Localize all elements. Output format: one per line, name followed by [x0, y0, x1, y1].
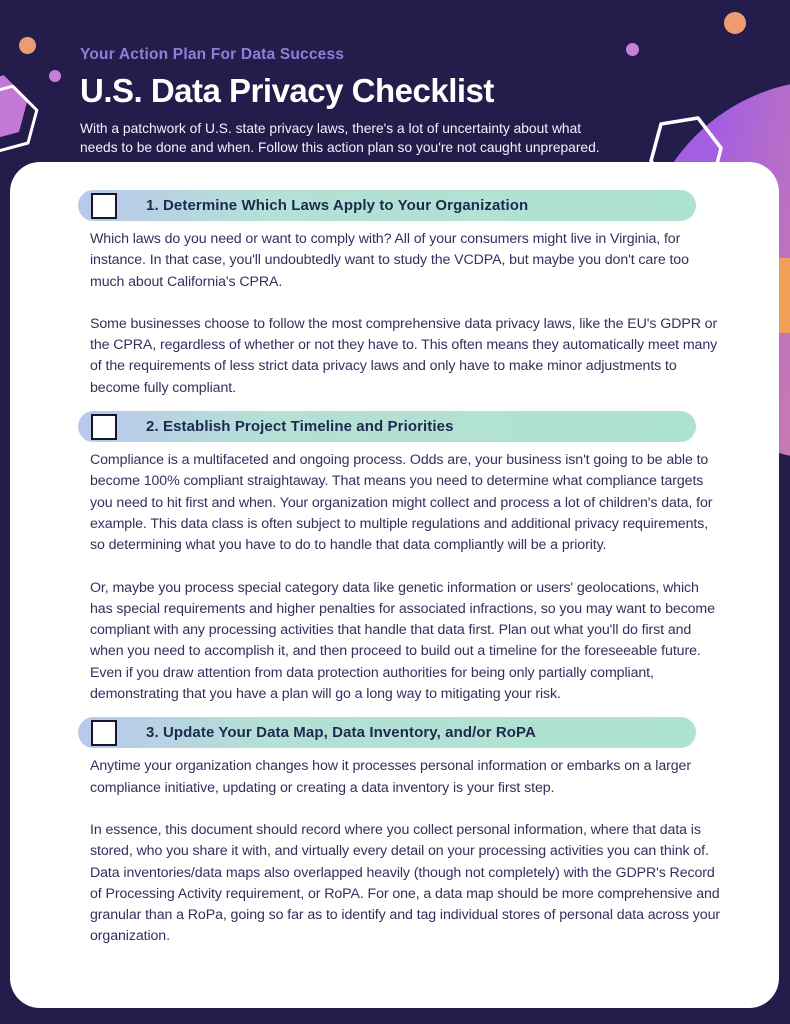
section-paragraph: Anytime your organization changes how it processes personal information or embarks on a larger compliance initiative, updating or creating a data inventory is your first step. — [90, 758, 691, 796]
subtitle-line: needs to be done and when. Follow this action plan so you're not caught unprepared. — [80, 140, 600, 155]
purple-hexagon-icon — [0, 68, 42, 160]
checklist-section-2 — [78, 411, 713, 705]
section-paragraph: Compliance is a multifaceted and ongoing process. Odds are, your business isn't going to be able to become 100% compliant straightaway. That means you need to determine what compliance targets you need to hit first and when. Your organization might collect and process a lot of children's data, for example. This data class is often subject to multiple regulations and additional privacy requirements, so determining what you have to do to handle that data compliantly will be a priority. — [90, 452, 713, 554]
section-header-pill — [78, 717, 696, 748]
section-title: 3. Update Your Data Map, Data Inventory, and/or RoPA — [146, 724, 536, 742]
section-paragraph: Or, maybe you process special category data like genetic information or users' geolocations, which has special requirements and higher penalties for associated infractions, so you may want to become compliant with any processing activities that handle that data first. Plan out what you'll do first and when you need to accomplish it, and then proceed to build out a timeline for the foreseeable future. Even if you draw attention from data protection authorities for being only partially compliant, demonstrating that you have a plan will go a long way to mitigating your risk. — [90, 579, 715, 703]
section-title: 2. Establish Project Timeline and Priorities — [146, 418, 454, 436]
checkbox[interactable] — [91, 193, 117, 219]
section-paragraph: Some businesses choose to follow the most comprehensive data privacy laws, like the EU's GDPR or the CPRA, regardless of whether or not they have to. This often means they automatically meet many of the requirements of less strict data privacy laws and only have to make minor adjustments to become fully compliant. — [90, 315, 718, 396]
page-header — [80, 46, 600, 157]
section-paragraph: In essence, this document should record where you collect personal information, where that data is stored, who you share it with, and virtually every detail on your processing activities you can think of. Data inventories/data maps also overlapped heavily (though not completely) with the GDPR's Record of Processing Activity requirement, or RoPA. For one, a data map should be more comprehensive and granular than a RoPa, going so far as to identify and tag individual stores of personal data across your organization. — [90, 821, 720, 945]
section-header-pill — [78, 411, 696, 442]
checklist-section-3 — [78, 717, 720, 947]
orange-dot-icon — [19, 37, 36, 54]
page-title: U.S. Data Privacy Checklist — [80, 72, 494, 109]
checkbox[interactable] — [91, 720, 117, 746]
checklist-section-1 — [78, 190, 718, 399]
checkbox[interactable] — [91, 414, 117, 440]
checklist-card — [10, 162, 779, 1008]
purple-dot-icon — [49, 70, 61, 82]
purple-dot-icon — [626, 43, 639, 56]
section-header-pill — [78, 190, 696, 221]
page-subtitle — [80, 119, 600, 157]
eyebrow-text: Your Action Plan For Data Success — [80, 46, 345, 63]
subtitle-line: With a patchwork of U.S. state privacy laws, there's a lot of uncertainty about what — [80, 121, 582, 136]
orange-dot-icon — [724, 12, 746, 34]
section-paragraph: Which laws do you need or want to comply with? All of your consumers might live in Virginia, for instance. In that case, you'll undoubtedly want to study the VCDPA, but maybe you don't care too much about California's CPRA. — [90, 231, 689, 290]
section-title: 1. Determine Which Laws Apply to Your Organization — [146, 197, 529, 214]
orange-tab-decoration — [778, 258, 790, 333]
